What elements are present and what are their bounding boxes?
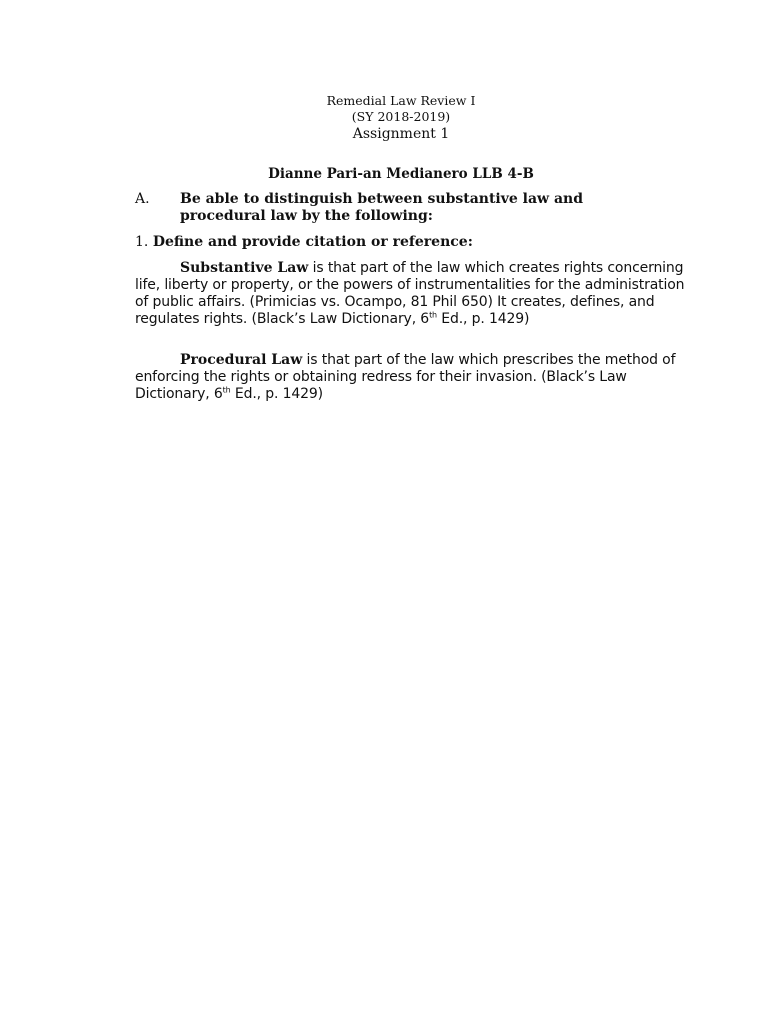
course-title: Remedial Law Review I: [326, 93, 476, 108]
item-a: [135, 191, 665, 225]
procedural-law-sup: th: [222, 385, 231, 395]
substantive-law-paragraph: [135, 260, 687, 328]
document-header: [0, 93, 768, 144]
procedural-law-body-end: Ed., p. 1429): [230, 386, 323, 402]
substantive-law-body-end: Ed., p. 1429): [436, 311, 530, 327]
question-1-number: 1.: [135, 234, 149, 250]
item-a-text: Be able to distinguish between substantive law and procedural law by the following:: [180, 191, 584, 224]
procedural-law-paragraph: [135, 352, 687, 403]
question-1-text: Define and provide citation or reference:: [152, 234, 473, 250]
procedural-law-term: Procedural Law: [180, 352, 303, 368]
procedural-law-body: is that part of the law which prescribes the method of enforcing the rights or obtaining redress for their invasion. (Black’s Law Dictionary, 6: [135, 352, 676, 402]
question-1: [135, 234, 473, 250]
author-line: Dianne Pari-an Medianero LLB 4-B: [268, 166, 534, 182]
substantive-law-body: is that part of the law which creates rights concerning life, liberty or property, or the powers of instrumentalities for the administration of public affairs. (Primicias vs. Ocampo, 81 Phil 650) It creates, defines, and regulates rights. (Black’s Law Dictionary, 6: [135, 260, 685, 327]
item-a-marker: A.: [135, 191, 150, 207]
substantive-law-term: Substantive Law: [180, 260, 309, 276]
school-year: (SY 2018-2019): [351, 109, 451, 124]
substantive-law-sup: th: [429, 310, 437, 320]
assignment-title: Assignment 1: [352, 126, 450, 142]
